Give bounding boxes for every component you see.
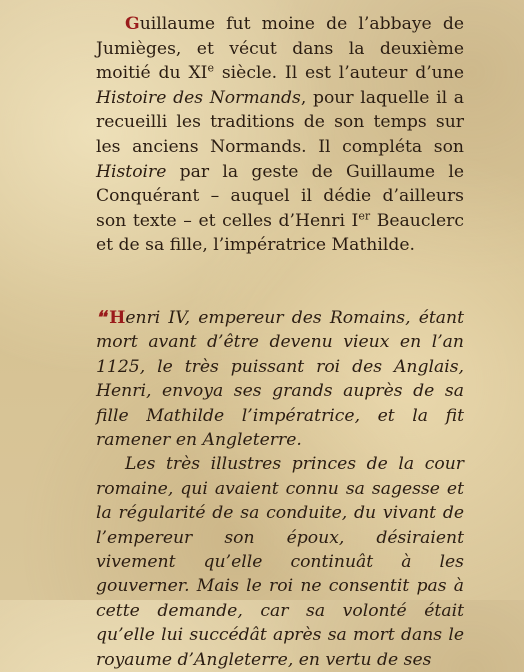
quotation-block bbox=[96, 306, 464, 672]
intro-text-5: Beauclerc et de sa fille, l’impératrice Mathilde. bbox=[96, 210, 464, 256]
quote-text-1: enri IV, empereur des Romains, étant mort avant d’être devenu vieux en l’an 1125, le très puissant roi des Anglais, Henri, envoya ses grands auprès de sa fille Mathilde l’impératrice, et la fit ramener en Angleterre. bbox=[96, 307, 464, 450]
document-page bbox=[96, 0, 464, 672]
quote-paragraph-1 bbox=[96, 306, 464, 452]
intro-paragraph bbox=[96, 0, 464, 258]
intro-book-title-2: Histoire bbox=[96, 161, 167, 182]
quote-drop-cap: H bbox=[109, 307, 126, 328]
intro-text-3: , pour laquelle il a recueilli les traditions de son temps sur les anciens Normands. Il compléta son bbox=[96, 87, 464, 157]
intro-text-1: uillaume fut moine de l’abbaye de Jumièges, et vécut dans la deuxième moitié du XI bbox=[96, 14, 464, 84]
intro-superscript-1: e bbox=[207, 61, 214, 75]
intro-drop-cap: G bbox=[125, 14, 140, 34]
quote-paragraph-2: Les très illustres princes de la cour romaine, qui avaient connu sa sagesse et la régularité de sa conduite, du vivant de l’empereur son époux, désiraient vivement qu’elle continuât à les gouverner. Mais le roi ne consentit pas à cette demande, car sa volonté était qu’elle lui succédât après sa mort dans le royaume d’Angleterre, en vertu de ses bbox=[96, 454, 464, 670]
intro-text-4: par la geste de Guillaume le Conquérant – auquel il dédie d’ailleurs son texte – et celles d’Henri I bbox=[96, 161, 464, 231]
open-quote-icon: ❛❛ bbox=[96, 307, 106, 328]
intro-superscript-2: er bbox=[358, 209, 371, 223]
intro-book-title-1: Histoire des Normands bbox=[96, 87, 301, 108]
intro-text-2: siècle. Il est l’auteur d’une bbox=[214, 63, 464, 84]
